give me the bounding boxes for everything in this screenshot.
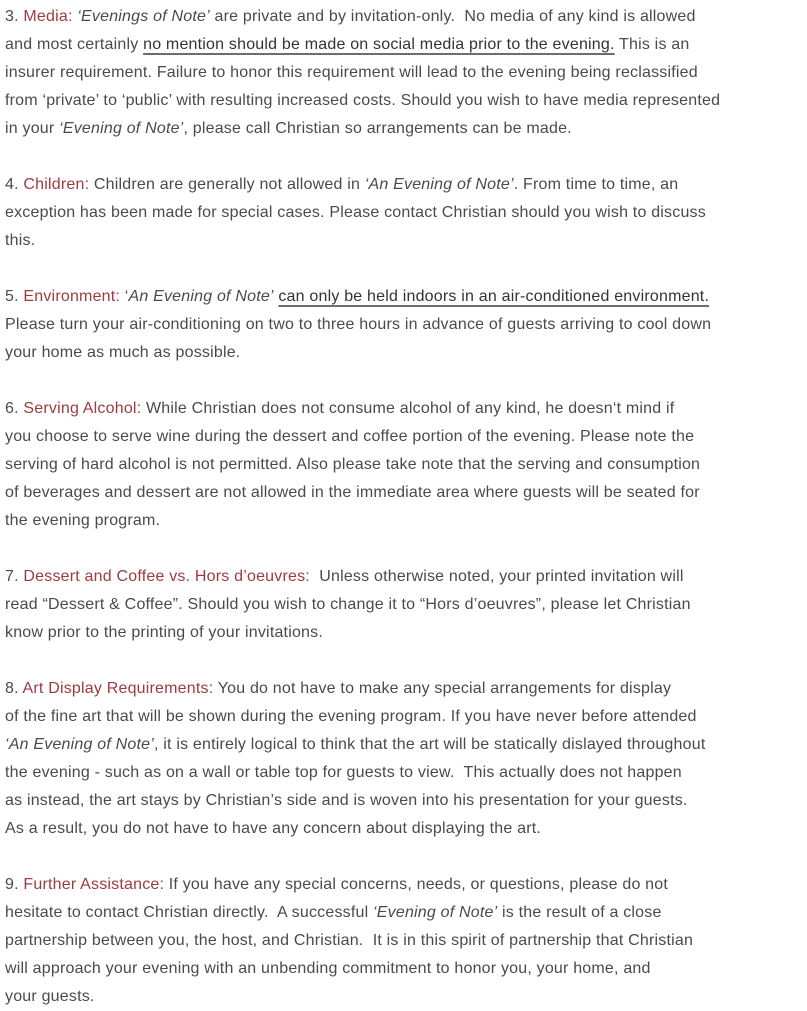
text-line [5,507,803,535]
section-heading: Art Display Requirements: [22,680,214,697]
underlined-text: can only be held indoors in an air-conditioned environment. [278,288,710,305]
text-line [5,479,803,507]
text-run: 8. [5,680,23,697]
text-line [5,227,803,255]
text-run: 3. [5,8,24,25]
section-heading: Environment: [23,288,121,305]
text-line [5,59,803,87]
text-line [5,31,803,59]
text-line [5,199,803,227]
text-line [5,339,803,367]
section-heading: Dessert and Coffee vs. Hors d’oeuvres: [23,568,310,585]
text-line [5,871,803,899]
text-line [5,423,803,451]
text-run: 9. [5,876,24,893]
section-heading: Further Assistance: [23,876,165,893]
text-run: from ‘private’ to ‘public’ with resulting increased costs. Should you wish to have media represented [5,92,721,109]
text-run: are private and by invitation-only. No media of any kind is allowed [209,8,696,25]
text-run: You do not have to make any special arrangements for display [213,680,672,697]
text-line [5,563,803,591]
event-title-italic: ‘Evenings of Note’ [77,8,210,25]
text-run: , it is entirely logical to think that the art will be statically dislayed throughout [153,736,706,753]
text-run: read “Dessert & Coffee”. Should you wish to change it to “Hors d’oeuvres”, please let Christian [5,596,691,613]
text-run: As a result, you do not have to have any concern about displaying the art. [5,820,542,837]
text-run: While Christian does not consume alcohol of any kind, he doesn‘t mind if [141,400,675,417]
text-line [5,787,803,815]
text-run: will approach your evening with an unbending commitment to honor you, your home, and [5,960,651,977]
text-run: the evening program. [5,512,161,529]
text-line [5,619,803,647]
text-line [5,87,803,115]
text-line [5,899,803,927]
text-run: in your [5,120,60,137]
text-run: exception has been made for special cases. Please contact Christian should you wish to discuss [5,204,706,221]
text-line [5,703,803,731]
text-run: and most certainly [5,36,144,53]
section-paragraph-8 [5,675,803,843]
text-line [5,955,803,983]
text-run: this. [5,232,36,249]
event-title-italic: ‘Evening of Note’ [373,904,498,921]
event-title-italic: ‘Evening of Note’ [59,120,184,137]
text-line [5,983,803,1011]
text-line [5,451,803,479]
text-line [5,759,803,787]
text-run: partnership between you, the host, and Christian. It is in this spirit of partnership that Christian [5,932,694,949]
text-run: insurer requirement. Failure to honor this requirement will lead to the evening being reclassified [5,64,698,81]
section-paragraph-9 [5,871,803,1011]
text-run: 7. [5,568,24,585]
text-run: your guests. [5,988,95,1005]
text-line [5,115,803,143]
text-run: your home as much as possible. [5,344,241,361]
text-line [5,311,803,339]
section-paragraph-5 [5,283,803,367]
text-run: Unless otherwise noted, your printed invitation will [309,568,684,585]
section-paragraph-4 [5,171,803,255]
text-run: Children are generally not allowed in [89,176,365,193]
text-line [5,171,803,199]
text-run: know prior to the printing of your invitations. [5,624,324,641]
text-line [5,731,803,759]
text-run: If you have any special concerns, needs, or questions, please do not [164,876,669,893]
text-line [5,927,803,955]
text-run: ‘ [120,288,129,305]
text-run: the evening - such as on a wall or table top for guests to view. This actually does not happen [5,764,682,781]
section-paragraph-7 [5,563,803,647]
document-content [5,3,803,1011]
text-run: serving of hard alcohol is not permitted. Also please take note that the serving and consumption [5,456,701,473]
text-line [5,395,803,423]
event-title-italic: An Evening of Note’ [128,288,274,305]
text-run: as instead, the art stays by Christian’s side and is woven into his presentation for your guests. [5,792,688,809]
text-run: hesitate to contact Christian directly. A successful [5,904,374,921]
text-run: 6. [5,400,24,417]
text-run: . From time to time, an [513,176,679,193]
section-heading: Media: [23,8,73,25]
event-title-italic: ‘An Evening of Note’ [364,176,514,193]
text-run: Please turn your air-conditioning on two to three hours in advance of guests arriving to cool down [5,316,712,333]
text-run: is the result of a close [497,904,662,921]
text-run: of the fine art that will be shown during the evening program. If you have never before attended [5,708,697,725]
text-run: 4. [5,176,24,193]
section-paragraph-3 [5,3,803,143]
text-line [5,815,803,843]
text-run: This is an [614,36,690,53]
section-heading: Serving Alcohol: [23,400,142,417]
event-title-italic: ‘An Evening of Note’ [5,736,154,753]
underlined-text: no mention should be made on social media prior to the evening. [143,36,615,53]
text-line [5,3,803,31]
text-run: 5. [5,288,24,305]
section-heading: Children: [23,176,90,193]
text-run: , please call Christian so arrangements can be made. [183,120,572,137]
text-run: you choose to serve wine during the dessert and coffee portion of the evening. Please note the [5,428,695,445]
text-line [5,591,803,619]
text-line [5,675,803,703]
text-line [5,283,803,311]
section-paragraph-6 [5,395,803,535]
text-run: of beverages and dessert are not allowed in the immediate area where guests will be seated for [5,484,700,501]
